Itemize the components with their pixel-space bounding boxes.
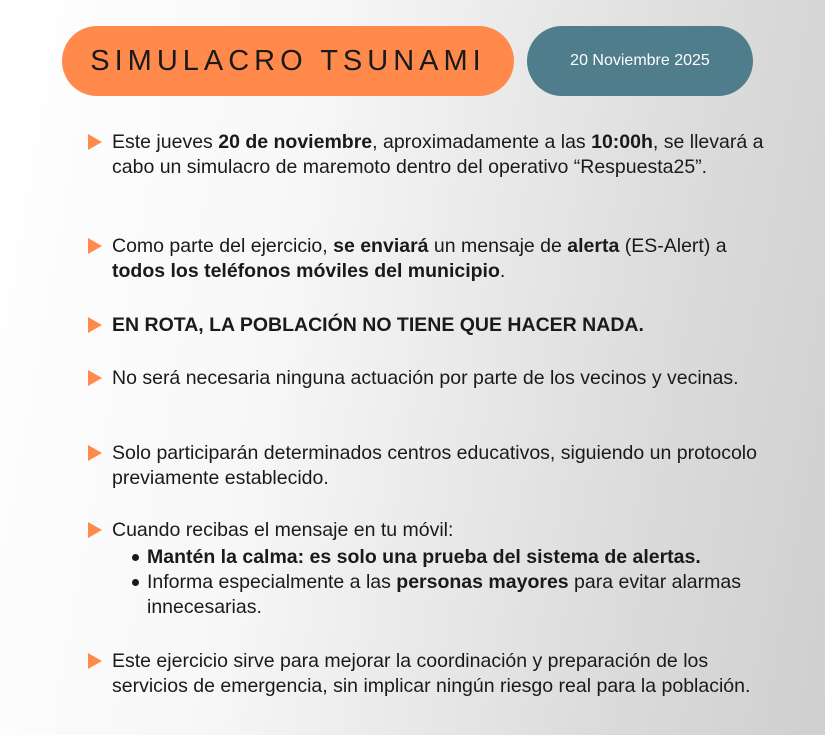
bullet-arrow-icon [88, 653, 102, 669]
bullet-arrow-icon [88, 370, 102, 386]
list-item: No será necesaria ninguna actuación por parte de los vecinos y vecinas. [112, 367, 739, 389]
list-item: Cuando recibas el mensaje en tu móvil: [112, 519, 454, 541]
bullet-dot-icon [132, 579, 139, 586]
list-item: Solo participarán determinados centros educativos, siguiendo un protocolo previamente establecido. [112, 442, 757, 489]
bullet-arrow-icon [88, 317, 102, 333]
bullet-arrow-icon [88, 522, 102, 538]
list-item: EN ROTA, LA POBLACIÓN NO TIENE QUE HACER NADA. [112, 314, 644, 336]
bullet-arrow-icon [88, 134, 102, 150]
bullet-arrow-icon [88, 238, 102, 254]
date-badge [527, 26, 753, 96]
bullet-arrow-icon [88, 445, 102, 461]
date-label: 20 Noviembre 2025 [570, 52, 710, 69]
list-item: Este ejercicio sirve para mejorar la coordinación y preparación de los servicios de emergencia, sin implicar ningún riesgo real para la población. [112, 650, 751, 697]
title-banner [62, 26, 514, 96]
bullet-dot-icon [132, 554, 139, 561]
list-item: Este jueves 20 de noviembre, aproximadamente a las 10:00h, se llevará a cabo un simulacro de maremoto dentro del operativo “Respuesta25”. [112, 131, 764, 178]
page-title: SIMULACRO TSUNAMI [90, 44, 486, 77]
list-item: Como parte del ejercicio, se enviará un mensaje de alerta (ES-Alert) a todos los teléfonos móviles del municipio. [112, 235, 727, 282]
